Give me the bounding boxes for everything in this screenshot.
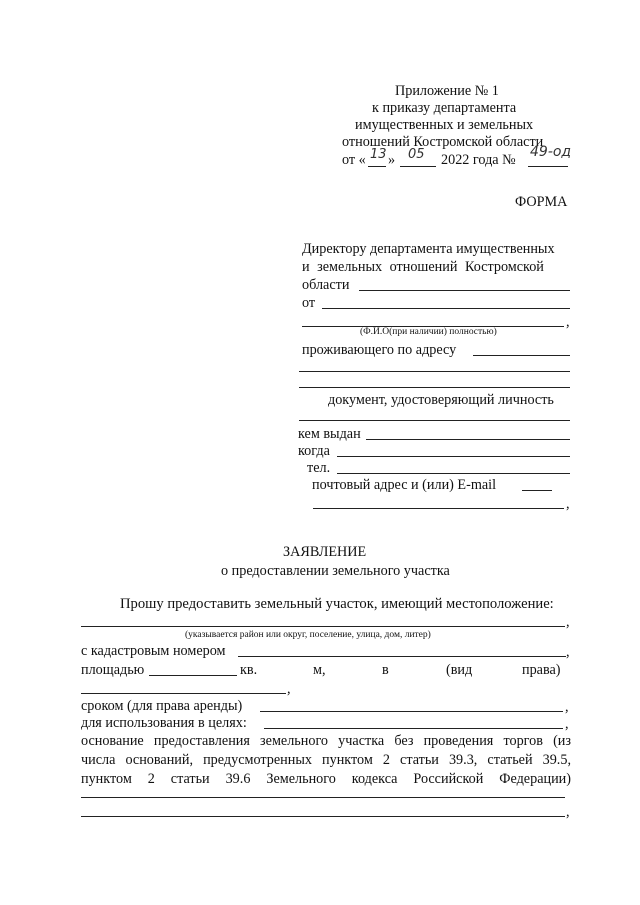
postal-label: почтовый адрес и (или) E-mail — [312, 477, 497, 493]
phone-field-line — [337, 473, 570, 474]
sq-label: кв. — [240, 662, 258, 678]
kind-label: (вид — [446, 662, 473, 678]
location-hint: (указывается район или округ, поселение, улица, дом, литер) — [185, 630, 431, 640]
from-field-line — [322, 308, 570, 309]
basis-line-1: основание предоставления земельного участка без проведения торгов (из — [81, 733, 571, 749]
basis-field-line-1 — [81, 797, 565, 798]
appendix-line-4: отношений Костромской области — [342, 134, 544, 150]
year-text: 2022 года № — [441, 152, 516, 168]
right-label: права) — [522, 662, 561, 678]
location-comma: , — [566, 614, 570, 630]
purpose-label: для использования в целях: — [81, 715, 247, 731]
cadastral-field-line — [238, 656, 566, 657]
issued-by-label: кем выдан — [298, 426, 361, 442]
cadastral-label: с кадастровым номером — [81, 643, 226, 659]
form-label: ФОРМА — [515, 194, 568, 210]
handwritten-month: 05 — [408, 147, 425, 162]
in-label: в — [382, 662, 389, 678]
from-label: от — [302, 295, 316, 311]
fio-comma: , — [566, 314, 570, 330]
purpose-comma: , — [565, 716, 569, 732]
addressee-line-3: области — [302, 277, 350, 293]
area-field-line — [149, 675, 237, 676]
addressee-line-2: и земельных отношений Костромской — [302, 259, 544, 275]
term-label: сроком (для права аренды) — [81, 698, 243, 714]
term-field-line — [260, 711, 563, 712]
basis-comma: , — [566, 804, 570, 820]
residing-label: проживающего по адресу — [302, 342, 457, 358]
purpose-field-line — [264, 728, 563, 729]
address-field-line-2 — [299, 371, 570, 372]
location-field-line — [81, 626, 565, 627]
postal-field-line-2 — [313, 508, 564, 509]
issued-by-field-line — [366, 439, 570, 440]
basis-field-line-2 — [81, 816, 565, 817]
month-line — [400, 166, 436, 167]
date-sep: » — [388, 152, 396, 168]
appendix-line-2: к приказу департамента — [372, 100, 517, 116]
date-prefix: от « — [342, 152, 366, 168]
handwritten-day: 13 — [370, 147, 387, 162]
address-field-line-3 — [299, 387, 570, 388]
postal-comma: , — [566, 496, 570, 512]
when-label: когда — [298, 443, 330, 459]
id-doc-field-line — [299, 420, 570, 421]
term-comma: , — [565, 699, 569, 715]
right-field-line — [81, 693, 286, 694]
day-line — [368, 166, 386, 167]
addressee-line-1: Директору департамента имущественных — [302, 241, 555, 257]
right-comma: , — [287, 681, 291, 697]
fio-hint: (Ф.И.О(при наличии) полностью) — [360, 327, 497, 337]
id-doc-label: документ, удостоверяющий личность — [328, 392, 554, 408]
cadastral-comma: , — [566, 644, 570, 660]
appendix-title: Приложение № 1 — [395, 83, 499, 99]
appendix-line-3: имущественных и земельных — [355, 117, 534, 133]
number-line — [528, 166, 568, 167]
application-subtitle: о предоставлении земельного участка — [221, 563, 450, 579]
area-label: площадью — [81, 662, 145, 678]
basis-line-2: числа оснований, предусмотренных пунктом 2 статьи 39.3, статьей 39.5, — [81, 752, 571, 768]
request-text: Прошу предоставить земельный участок, имеющий местоположение: — [120, 596, 554, 612]
region-field-line — [359, 290, 570, 291]
when-field-line — [337, 456, 570, 457]
m-label: м, — [313, 662, 326, 678]
phone-label: тел. — [307, 460, 331, 476]
postal-field-line-1 — [522, 490, 552, 491]
address-field-line-1 — [473, 355, 570, 356]
application-title: ЗАЯВЛЕНИЕ — [283, 544, 367, 560]
basis-line-3: пунктом 2 статьи 39.6 Земельного кодекса Российской Федерации) — [81, 771, 571, 787]
handwritten-number: 49-од — [530, 144, 572, 160]
